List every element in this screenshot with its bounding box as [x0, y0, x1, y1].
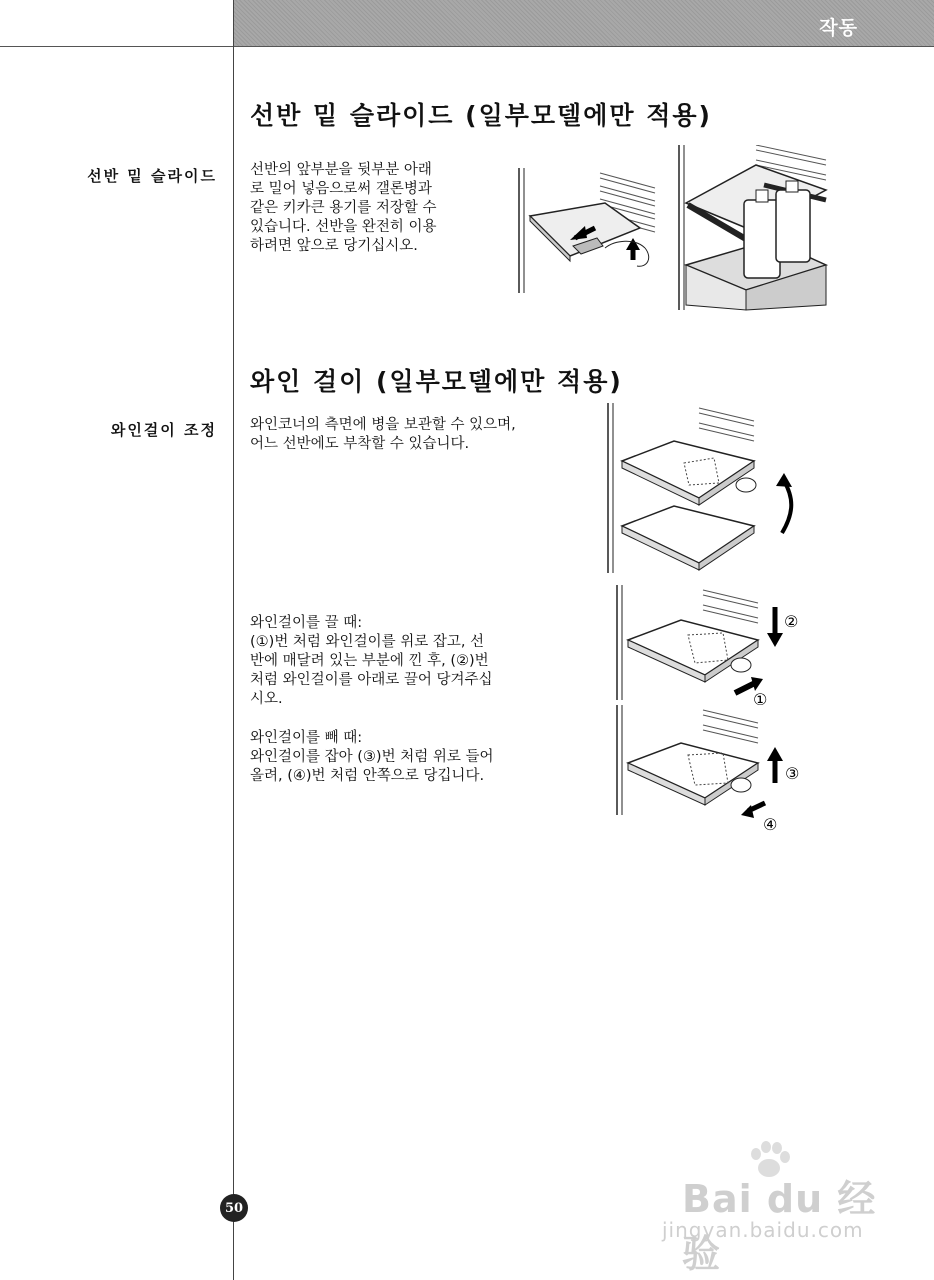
wine-rack-text: 와인코너의 측면에 병을 보관할 수 있으며, 어느 선반에도 부착할 수 있습니다.	[250, 417, 516, 452]
heading-shelf-slide: 선반 밑 슬라이드 (일부모델에만 적용)	[250, 101, 712, 130]
shelf-slide-text: 선반의 앞부분을 뒷부분 아래 로 밀어 넣음으로써 갤론병과 같은 키카큰 용기를 저장할 수 있습니다. 선반을 완전히 이용 하려면 앞으로 당기십시오.	[250, 162, 437, 254]
label-one: ①	[753, 690, 768, 705]
page-number: 50	[220, 1194, 248, 1222]
side-label-shelf-slide: 선반 밑 슬라이드	[87, 167, 217, 185]
side-label-wine-rack: 와인걸이 조정	[110, 421, 217, 439]
heading-wine-rack: 와인 걸이 (일부모델에만 적용)	[250, 367, 623, 396]
label-three: ③	[785, 764, 800, 783]
wine-rack-remove-illustration	[613, 705, 813, 835]
shelf-slide-illustration	[515, 168, 660, 298]
fold-instructions: 와인걸이를 끌 때: (①)번 처럼 와인걸이를 위로 잡고, 선 반에 매달려 있는 부분에 낀 후, (②)번 처럼 와인걸이를 아래로 끌어 당겨주십 시오.	[250, 615, 493, 707]
watermark	[662, 1140, 902, 1276]
wine-rack-fold-illustration	[613, 585, 813, 705]
shelf-bottles-illustration	[676, 145, 831, 313]
remove-instructions: 와인걸이를 빼 때: 와인걸이를 잡아 (③)번 처럼 위로 들어 올려, (④)번 처럼 안쪽으로 당깁니다.	[250, 730, 494, 784]
header-rule	[0, 46, 934, 47]
margin-rule	[233, 0, 234, 1280]
watermark-url: jingyan.baidu.com	[662, 1218, 864, 1242]
label-four: ④	[763, 815, 778, 834]
label-two: ②	[784, 612, 799, 631]
section-title: 작동	[819, 17, 858, 39]
watermark-brand: Bai du 经验	[682, 1177, 877, 1276]
wine-rack-attach-illustration	[604, 403, 804, 578]
